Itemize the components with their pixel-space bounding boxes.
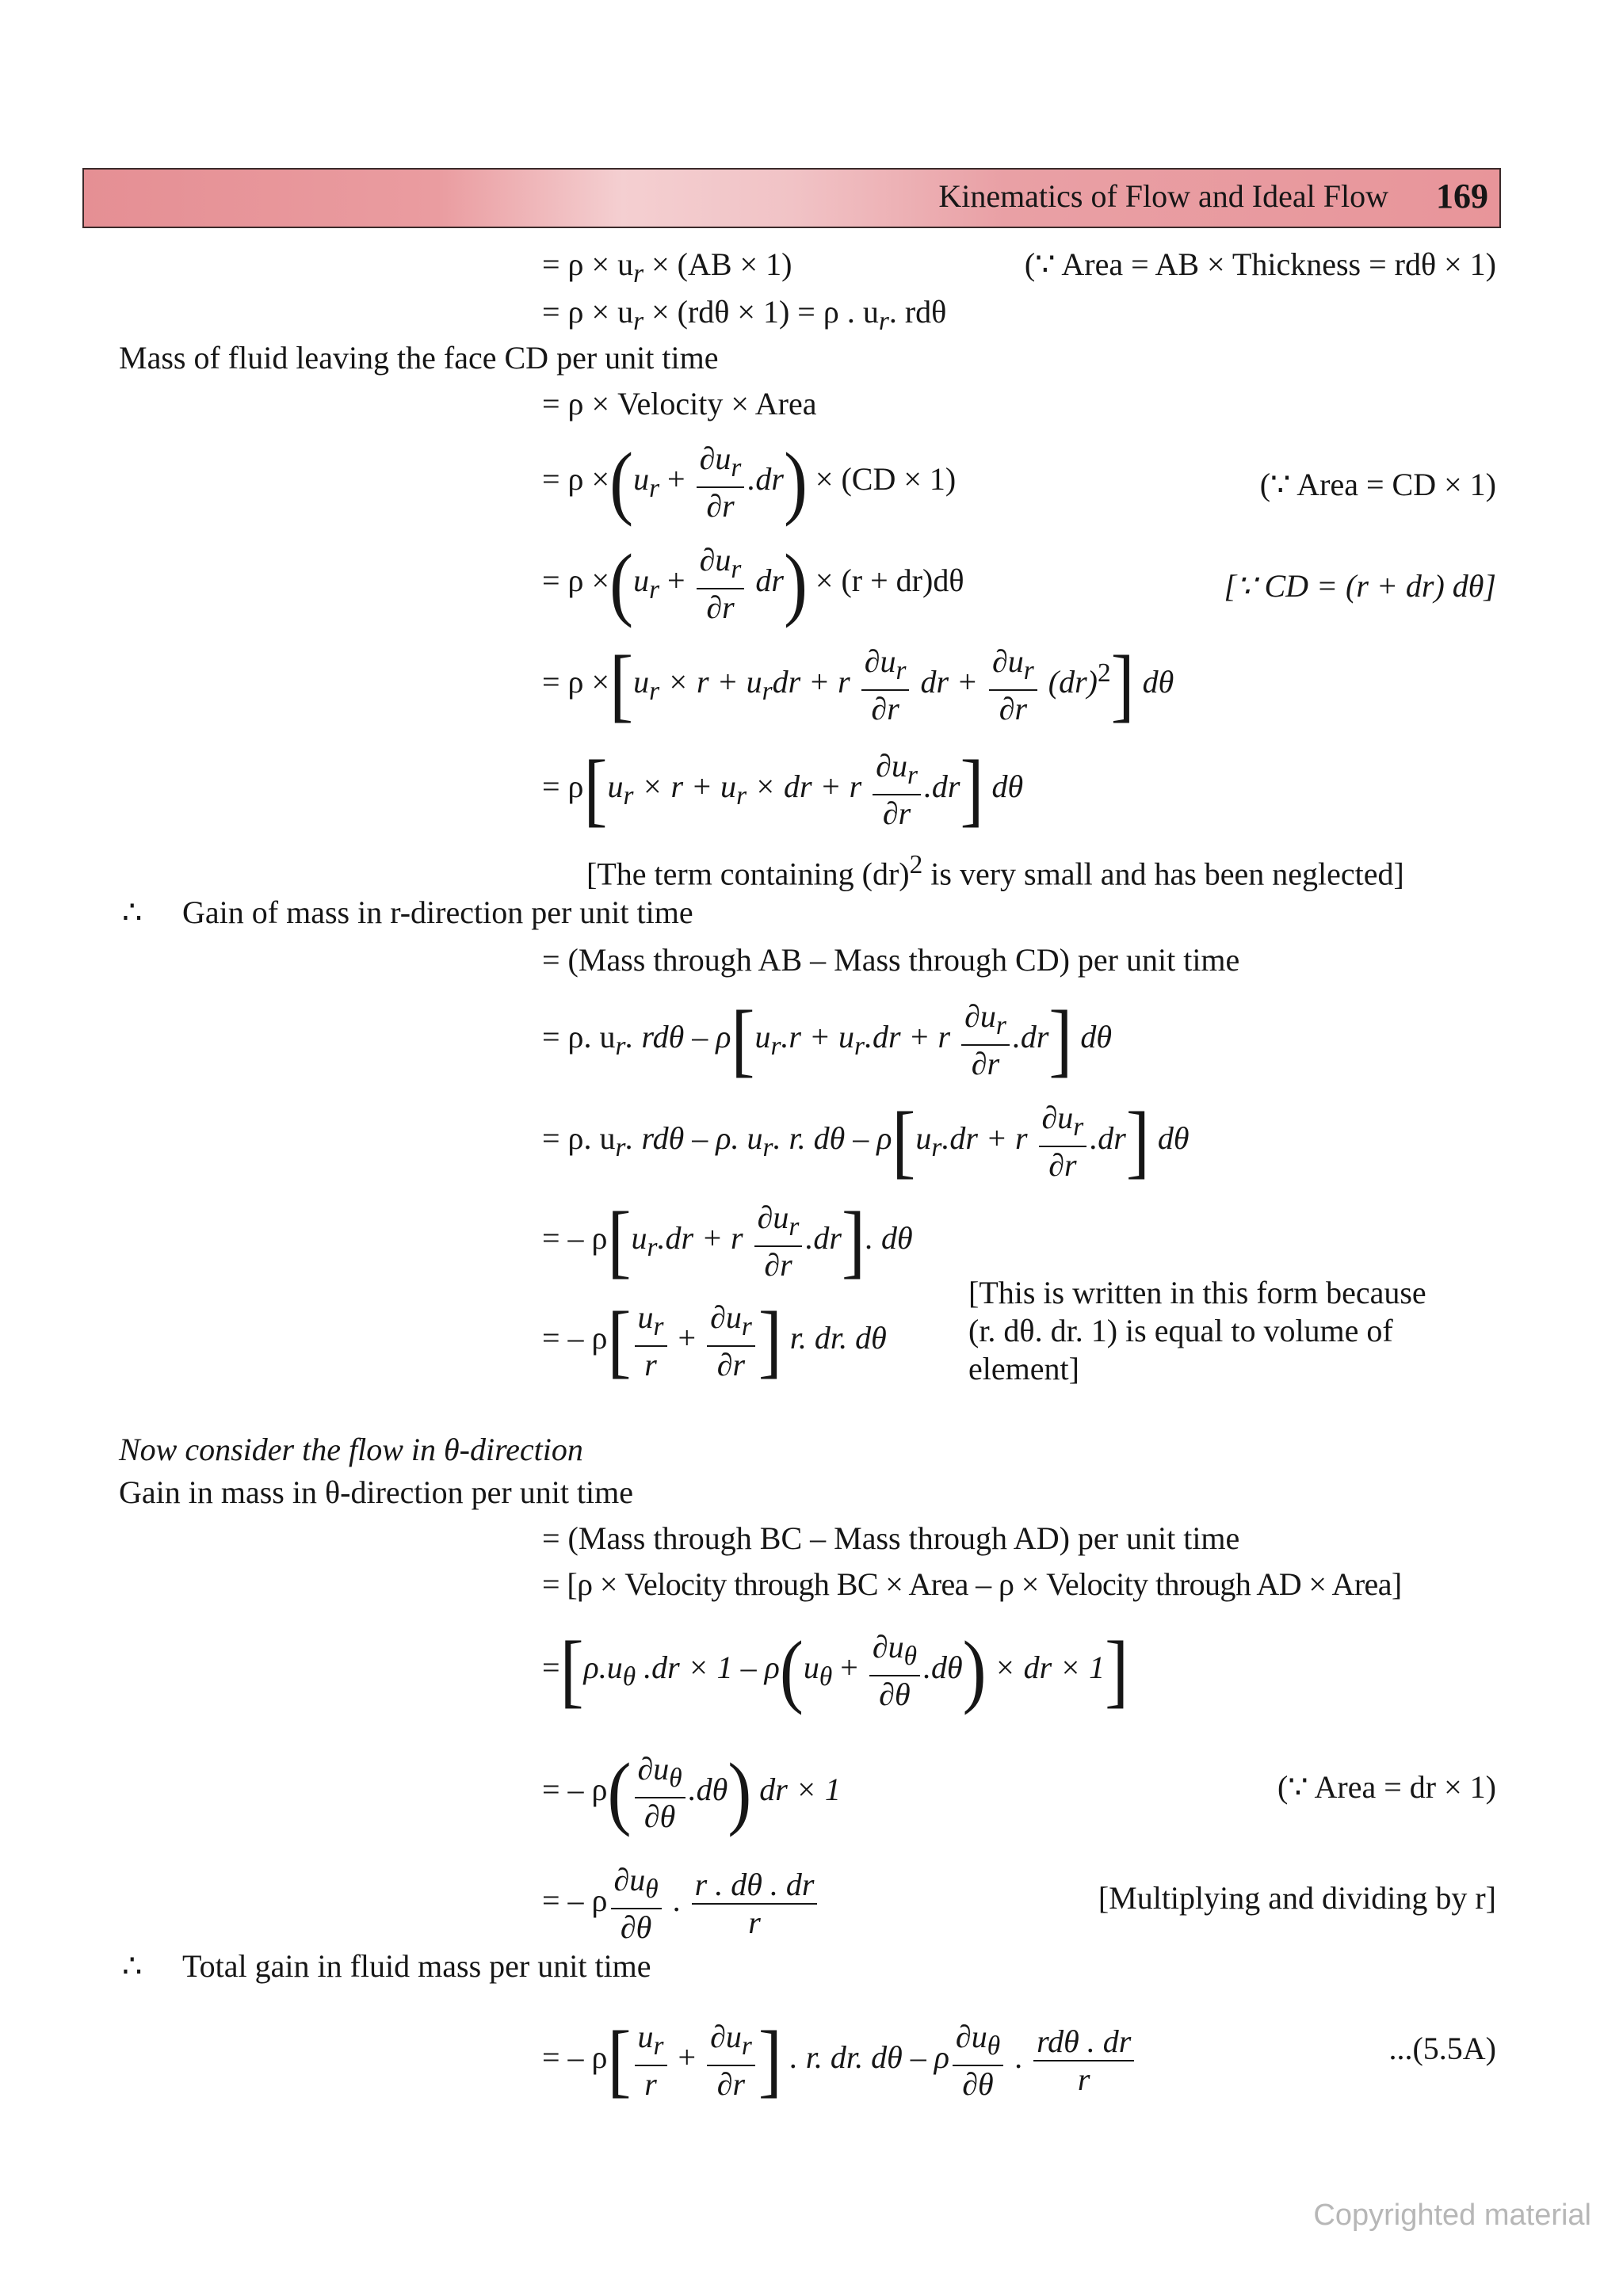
text-total-gain: Total gain in fluid mass per unit time	[182, 1948, 651, 1984]
equation-line-4: = $\rho \times(u_r$ + $\frac{\partial u_r}{\partial r}$ .dr) × (CD × 1)	[542, 437, 957, 528]
equation-note-4: (∵ Area = CD × 1)	[1259, 467, 1496, 502]
equation-line-13: = (Mass through BC – Mass through AD) per unit time	[542, 1520, 1240, 1556]
equation-line-1: = $\rho \times u_r \times (AB \times 1)$	[542, 246, 792, 288]
note-volume-element: [This is written in this form because (r. dθ. dr. 1) is equal to volume of element]	[968, 1275, 1426, 1386]
copyright-watermark: Copyrighted material	[1313, 2199, 1591, 2232]
equation-line-3: = ρ × Velocity × Area	[542, 386, 817, 421]
equation-line-11: = – $\rho[u_r.dr + r$ $\frac{\partial u_r}{\partial r}$ .dr]. dθ	[542, 1196, 913, 1287]
equation-line-16: = – ρ( $\frac{\partial u_\theta}{\partial\theta}$ .dθ) dr × 1	[542, 1747, 841, 1838]
equation-line-17: = – ρ $\frac{\partial u_\theta}{\partial\theta}$ . $\frac{r . d\theta . dr}{r}$	[542, 1862, 820, 1946]
equation-line-10: = ρ. $u_r$. rdθ – ρ. $u_r$. r. $d\theta - \rho[u_r.dr + r$ $\frac{\partial u_r}{\partial r}$ .dr] dθ	[542, 1096, 1190, 1187]
equation-line-18: = – ρ[ $\frac{u_r}{r}$ + $\frac{\partial u_r}{\partial r}$ ] . r. dr. dθ – ρ $\frac{\partial u_\theta}{\partial\theta}$ . rdθ . dr r	[542, 2019, 1137, 2103]
text-mass-leaving-cd: Mass of fluid leaving the face CD per unit time	[119, 340, 719, 376]
equation-line-8: = (Mass through AB – Mass through CD) per unit time	[542, 942, 1240, 978]
equation-line-6: = $\rho \times[u_r \times r + u_rdr + r$ $\frac{\partial u_r}{\partial r}$ dr + $\frac{\partial u_r}{\partial r}$ (dr)$^2$] dθ	[542, 639, 1174, 730]
equation-line-12: = – ρ[ $\frac{u_r}{r}$ + $\frac{\partial u_r}{\partial r}$ ] r. dr. dθ	[542, 1295, 887, 1386]
note-neglect-term: [The term containing (dr)$^2$ is very small and has been neglected]	[586, 850, 1404, 892]
equation-line-9: = ρ. $u_r$. $rd\theta - \rho[u_r.r + u_r.dr + r$ $\frac{\partial u_r}{\partial r}$ .dr] dθ	[542, 994, 1113, 1085]
equation-line-15: $=[\rho.u_\theta$ $.dr \times 1 - \rho(u_\theta$ + $\frac{\partial u_\theta}{\partial\theta}$ .dθ) × dr × 1]	[542, 1625, 1129, 1716]
equation-line-5: = $\rho \times(u_r$ + $\frac{\partial u_r}{\partial r}$ dr) × (r + dr)dθ	[542, 538, 964, 629]
equation-label-5-5a: ...(5.5A)	[1388, 2031, 1496, 2066]
equation-line-14: = [ρ × Velocity through BC × Area – ρ × Velocity through AD × Area]	[542, 1566, 1402, 1602]
equation-note-5: [∵ CD = (r + dr) dθ]	[1224, 568, 1496, 604]
text-gain-theta-direction: Gain in mass in θ-direction per unit time	[119, 1474, 634, 1510]
text-gain-r-direction: Gain of mass in r-direction per unit time	[182, 894, 693, 930]
running-header	[82, 168, 1501, 228]
page-number: 169	[1436, 177, 1488, 215]
equation-note-17: [Multiplying and dividing by r]	[1098, 1880, 1496, 1916]
equation-note-16: (∵ Area = dr × 1)	[1277, 1769, 1496, 1805]
heading-theta-direction: Now consider the flow in θ-direction	[119, 1432, 583, 1467]
equation-line-7: = $\rho[u_r \times r + u_r$ × dr + r $\frac{\partial u_r}{\partial r}$ .dr] dθ	[542, 744, 1024, 835]
therefore-symbol-2: ∴	[122, 1948, 143, 1984]
equation-note-1: (∵ Area = AB × Thickness = rdθ × 1)	[1024, 246, 1496, 282]
equation-line-2: = $\rho \times u_r \times (rd\theta \times 1) = \rho$ . $u_r$. rdθ	[542, 294, 947, 336]
header-title: Kinematics of Flow and Ideal Flow	[938, 178, 1388, 214]
therefore-symbol-1: ∴	[122, 894, 143, 930]
